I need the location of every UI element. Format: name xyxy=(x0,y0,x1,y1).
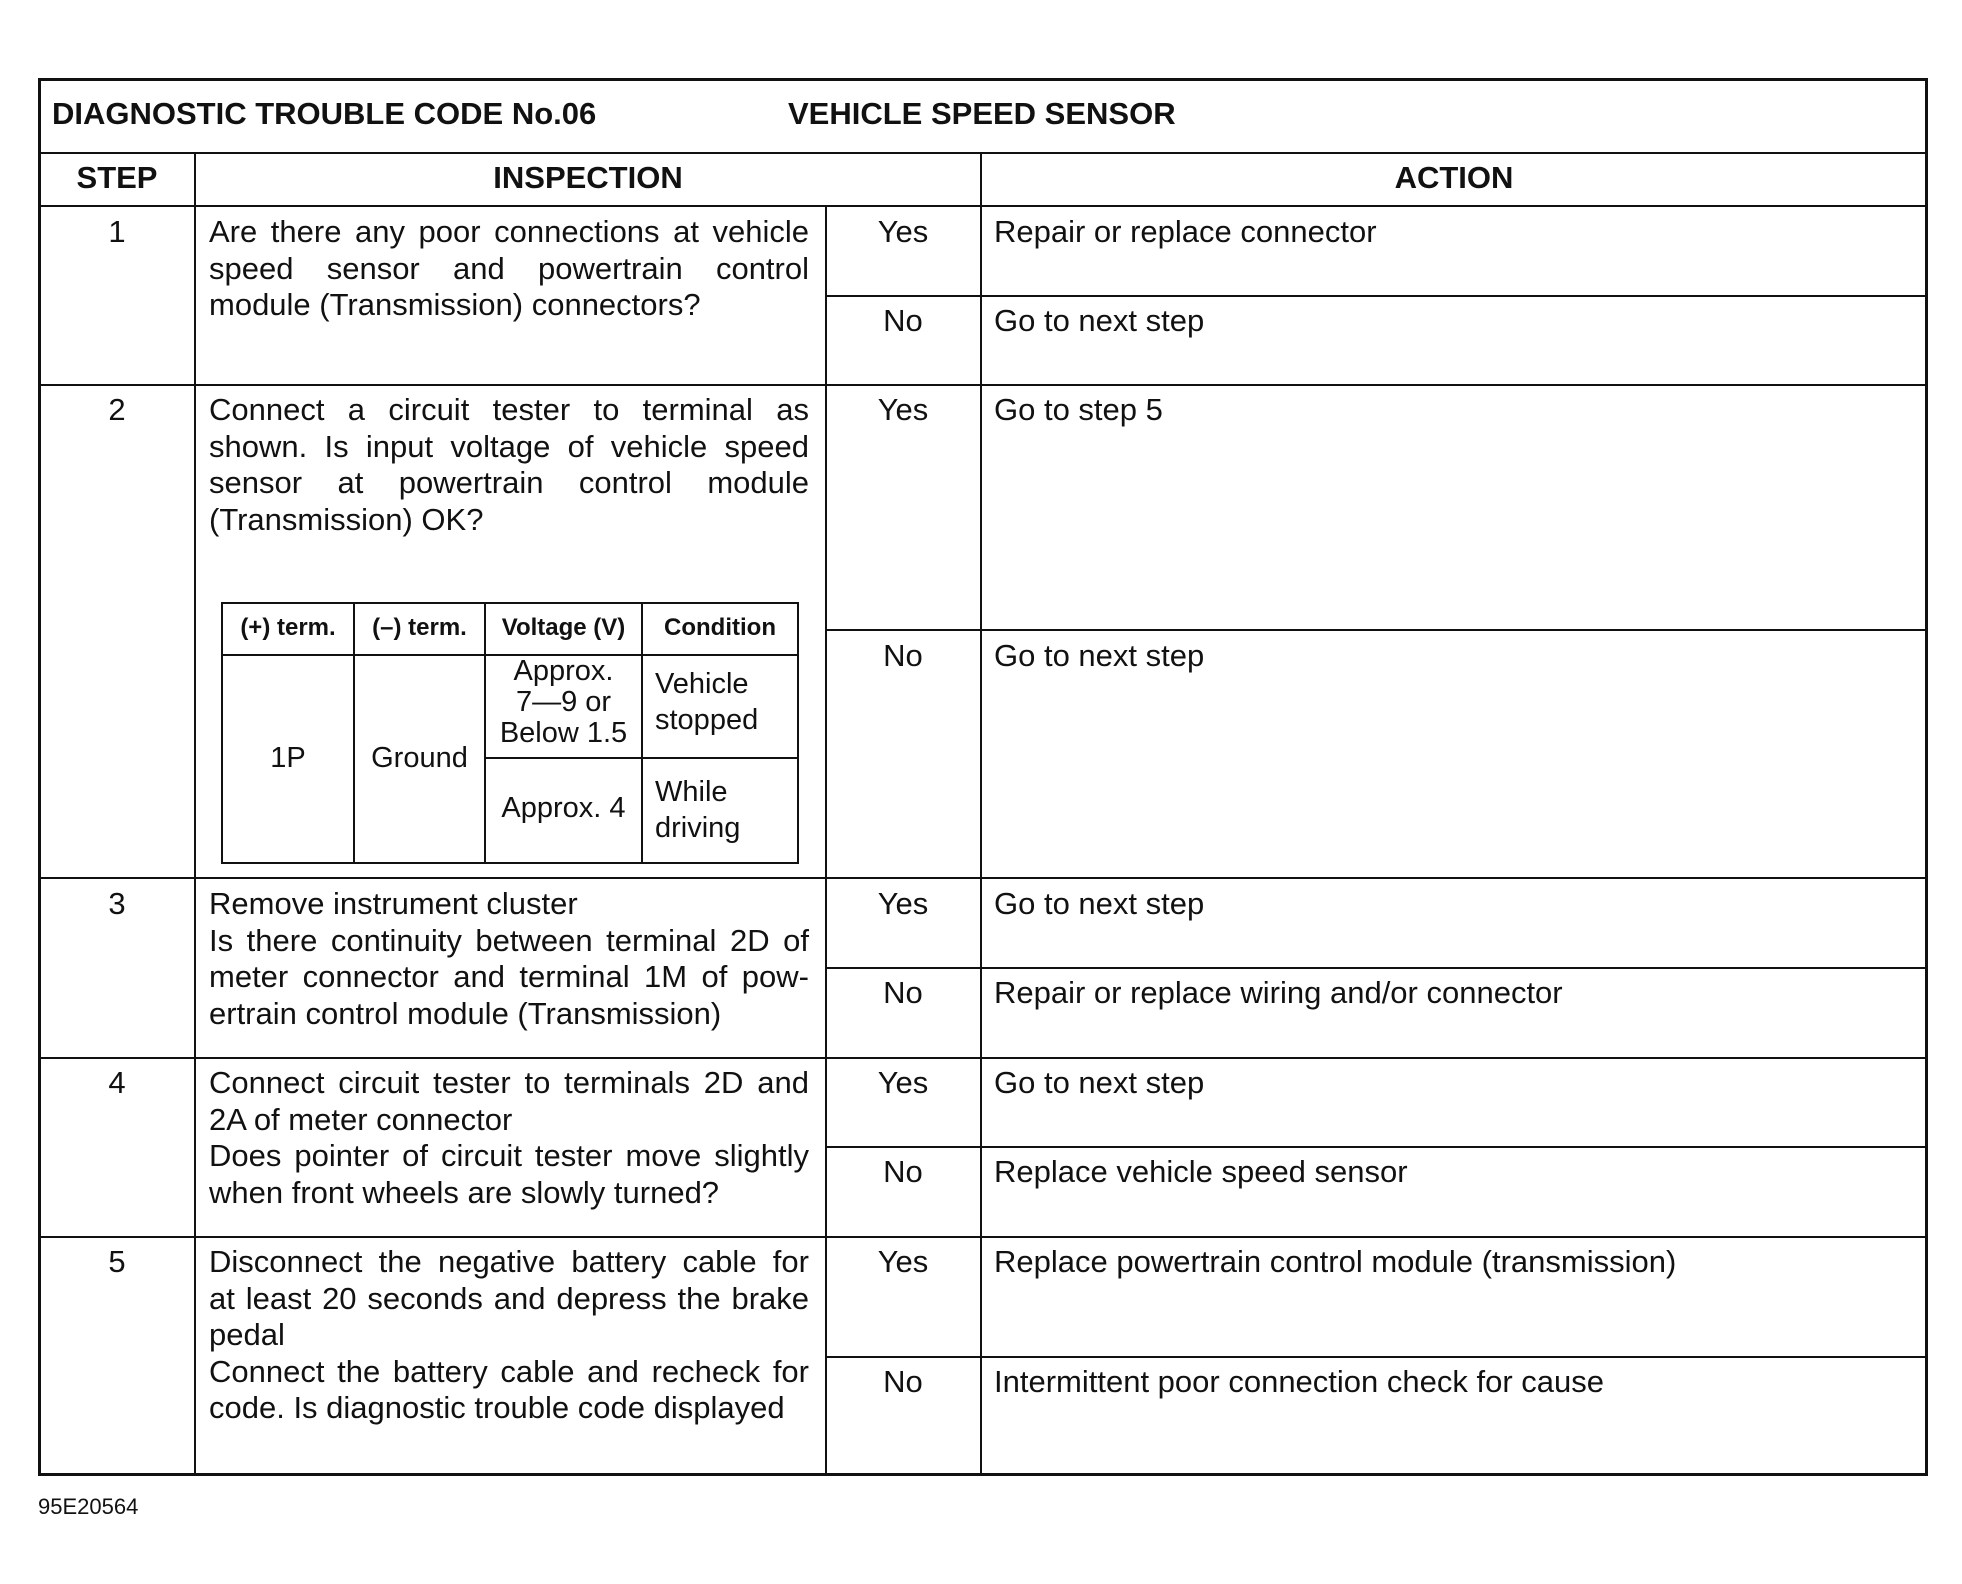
step-number: 2 xyxy=(108,392,126,427)
no-action: Replace vehicle speed sensor xyxy=(994,1154,1408,1189)
no-action: Go to next step xyxy=(994,303,1205,338)
inspection-text xyxy=(209,392,809,538)
rule-step1-end xyxy=(38,384,1928,386)
inspection-text xyxy=(209,1244,809,1427)
condition-value-line: stopped xyxy=(655,704,759,736)
no-action: Repair or replace wiring and/or connector xyxy=(994,975,1563,1010)
dtc-name: VEHICLE SPEED SENSOR xyxy=(788,96,1176,131)
inspection-line: (Transmission) OK? xyxy=(209,501,484,537)
column-header-action: ACTION xyxy=(1394,160,1514,195)
inspection-line: module (Transmission) connectors? xyxy=(209,287,701,322)
voltage-table-header-plus: (+) term. xyxy=(240,614,336,641)
yes-label: Yes xyxy=(877,886,929,921)
voltage-table-header-voltage: Voltage (V) xyxy=(501,614,626,641)
voltage-table-header-condition: Condition xyxy=(664,614,776,641)
step-number: 1 xyxy=(108,214,126,249)
condition-value xyxy=(655,774,740,846)
inspection-line: at least 20 seconds and depress the brake xyxy=(209,1280,809,1316)
column-header-step: STEP xyxy=(76,160,158,195)
inspection-line: 2A of meter connector xyxy=(209,1101,513,1137)
plus-terminal: 1P xyxy=(270,742,306,774)
voltage-value-line: Approx. xyxy=(513,655,614,687)
rule-step2-mid xyxy=(826,629,1928,631)
yes-label: Yes xyxy=(877,1065,929,1100)
inspection-text xyxy=(209,214,809,324)
rule-action-col xyxy=(980,152,982,1474)
inspection-line: ertrain control module (Transmission) xyxy=(209,995,722,1031)
rule-step3-end xyxy=(38,1057,1928,1059)
yes-label: Yes xyxy=(877,392,929,427)
no-label: No xyxy=(883,1364,923,1399)
inspection-line: pedal xyxy=(209,1317,285,1352)
no-label: No xyxy=(883,1154,923,1189)
inspection-line: when front wheels are slowly turned? xyxy=(209,1174,720,1210)
rule-step1-mid xyxy=(826,295,1928,297)
no-action: Intermittent poor connection check for cause xyxy=(994,1364,1604,1399)
inspection-line: Does pointer of circuit tester move slightly xyxy=(209,1138,809,1173)
rule-title xyxy=(38,152,1928,154)
no-label: No xyxy=(883,975,923,1010)
minus-terminal: Ground xyxy=(371,742,468,774)
rule-step3-mid xyxy=(826,967,1928,969)
figure-code: 95E20564 xyxy=(38,1494,139,1519)
yes-action: Go to step 5 xyxy=(994,392,1163,427)
yes-label: Yes xyxy=(877,1244,929,1279)
condition-value-line: While xyxy=(655,776,728,808)
no-label: No xyxy=(883,638,923,673)
condition-value-line: Vehicle xyxy=(655,668,749,700)
step-number: 4 xyxy=(108,1065,126,1100)
voltage-table-header-minus: (–) term. xyxy=(372,614,467,641)
inspection-line: shown. Is input voltage of vehicle speed xyxy=(209,428,809,464)
condition-value-line: driving xyxy=(655,812,741,844)
inspection-line: speed sensor and powertrain control xyxy=(209,250,809,286)
rule-step4-mid xyxy=(826,1146,1928,1148)
condition-value xyxy=(655,666,758,738)
voltage-value-line: Below 1.5 xyxy=(499,717,628,749)
inspection-line: Remove instrument cluster xyxy=(209,886,578,921)
no-label: No xyxy=(883,303,923,338)
rule-step4-end xyxy=(38,1236,1928,1238)
voltage-value xyxy=(486,792,641,824)
yes-action: Go to next step xyxy=(994,1065,1205,1100)
inspection-text xyxy=(209,886,809,1032)
inspection-line: Is there continuity between terminal 2D of xyxy=(209,922,809,958)
inspection-line: sensor at powertrain control module xyxy=(209,465,809,500)
inspection-line: Connect a circuit tester to terminal as xyxy=(209,392,809,427)
column-header-inspection: INSPECTION xyxy=(493,160,683,195)
yes-action: Replace powertrain control module (transmission) xyxy=(994,1244,1677,1279)
voltage-table xyxy=(221,602,799,864)
voltage-value-line: 7—9 or xyxy=(515,686,612,718)
rule-header xyxy=(38,205,1928,207)
inspection-line: Connect circuit tester to terminals 2D and xyxy=(209,1065,809,1100)
inspection-line: code. Is diagnostic trouble code displayed xyxy=(209,1390,785,1425)
no-action: Go to next step xyxy=(994,638,1205,673)
step-number: 3 xyxy=(108,886,126,921)
inspection-line: Are there any poor connections at vehicle xyxy=(209,214,809,249)
inspection-text xyxy=(209,1065,809,1211)
yes-action: Go to next step xyxy=(994,886,1205,921)
rule-step2-end xyxy=(38,877,1928,879)
voltage-value-line: Approx. 4 xyxy=(501,792,626,824)
rule-step-col xyxy=(194,152,196,1474)
step-number: 5 xyxy=(108,1244,126,1279)
inspection-line: Disconnect the negative battery cable for xyxy=(209,1244,809,1279)
yes-label: Yes xyxy=(877,214,929,249)
rule-step5-mid xyxy=(826,1356,1928,1358)
dtc-code-label: DIAGNOSTIC TROUBLE CODE No.06 xyxy=(52,96,597,131)
yes-action: Repair or replace connector xyxy=(994,214,1377,249)
inspection-line: meter connector and terminal 1M of pow- xyxy=(209,959,809,994)
inspection-line: Connect the battery cable and recheck for xyxy=(209,1353,809,1389)
voltage-value xyxy=(486,656,641,749)
